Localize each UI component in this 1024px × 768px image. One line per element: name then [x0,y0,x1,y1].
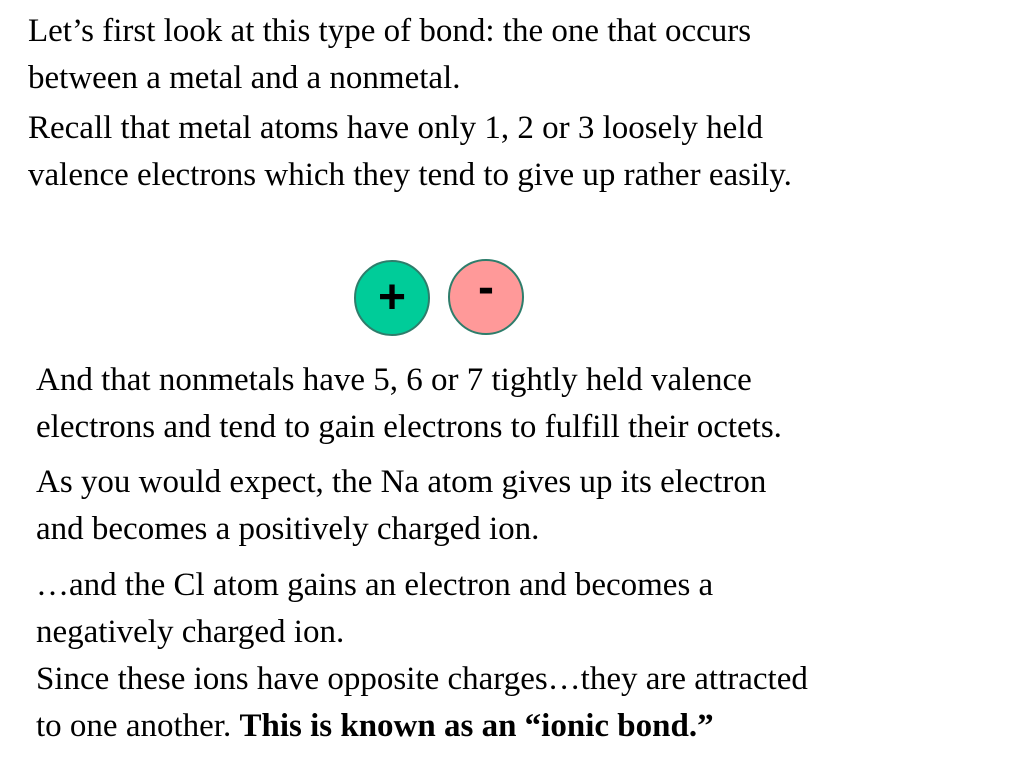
text-line: electrons and tend to gain electrons to fulfill their octets. [36,409,782,445]
chlorine-paragraph [36,562,713,656]
text-segment: to one another. [36,708,240,744]
text-line [36,703,808,750]
text-line: and becomes a positively charged ion. [36,511,540,547]
intro-paragraph [28,8,751,102]
minus-sign: - [478,261,494,314]
text-line: Recall that metal atoms have only 1, 2 or 3 loosely held [28,110,763,146]
text-line: Since these ions have opposite charges…they are attracted [36,661,808,697]
positive-ion-circle [354,260,430,336]
text-line: As you would expect, the Na atom gives up its electron [36,464,767,500]
text-line: …and the Cl atom gains an electron and becomes a [36,567,714,603]
plus-sign: + [377,271,407,324]
ionic-bond-emphasis: This is known as an “ionic bond.” [239,708,714,744]
text-line: And that nonmetals have 5, 6 or 7 tightly held valence [36,362,752,398]
metal-atoms-paragraph [28,105,792,199]
nonmetals-paragraph [36,357,782,451]
text-line: Let’s first look at this type of bond: the one that occurs [28,13,752,49]
text-line: negatively charged ion. [36,614,345,650]
text-line: valence electrons which they tend to give up rather easily. [28,157,792,193]
negative-ion-circle [448,259,524,335]
text-line: between a metal and a nonmetal. [28,60,461,96]
sodium-paragraph [36,459,766,553]
ionic-bond-paragraph [36,656,808,750]
